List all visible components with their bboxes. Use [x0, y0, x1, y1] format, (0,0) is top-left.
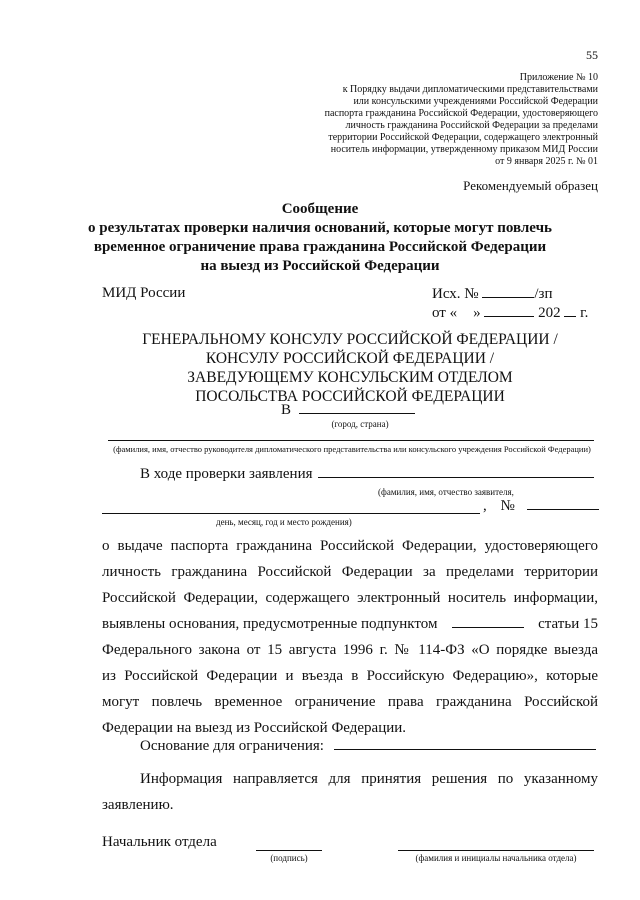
number-row: , № [483, 498, 599, 515]
subpoint-line [102, 611, 598, 637]
date-quote: » [473, 305, 481, 321]
basis-field[interactable] [334, 749, 596, 750]
date-prefix: от « [432, 305, 458, 321]
paragraph-line: Российской Федерации, содержащего электронный носитель информации, [102, 590, 598, 606]
appendix-line: к Порядку выдачи дипломатическими представительствами [342, 84, 598, 95]
birth-field[interactable] [102, 513, 480, 514]
out-number-field[interactable] [482, 297, 534, 298]
out-suffix: /зп [534, 286, 553, 302]
paragraph-line: Федерации на выезд из Российской Федерации. [102, 720, 407, 736]
ref-date [432, 305, 588, 322]
appendix-line: территории Российской Федерации, содержащего электронный [328, 132, 598, 143]
appendix-line: паспорта гражданина Российской Федерации, удостоверяющего [324, 108, 598, 119]
date-year-field[interactable] [564, 316, 576, 317]
info-line: заявлению. [102, 797, 174, 813]
heading-line: временное ограничение права гражданина Российской Федерации [93, 239, 547, 255]
check-row [140, 466, 594, 483]
appendix-title: Приложение № 10 [519, 72, 598, 83]
city-hint: (город, страна) [331, 419, 389, 429]
in-label: В [281, 402, 292, 418]
paragraph-line: личность гражданина Российской Федерации за пределами территории [102, 564, 598, 580]
head-name-field[interactable] [108, 440, 594, 441]
name-hint: (фамилия и инициалы начальника отдела) [415, 853, 577, 863]
applicant-field[interactable] [318, 477, 594, 478]
paragraph-line: из Российской Федерации и въезда в Российскую Федерацию», которые [102, 668, 598, 684]
paragraph-line: могут повлечь временное ограничение права гражданина Российской [102, 694, 598, 710]
appendix-line: или консульскими учреждениями Российской Федерации [353, 96, 598, 107]
appendix-line: личность гражданина Российской Федерации за пределами [345, 120, 598, 131]
addressee-line: ЗАВЕДУЮЩЕМУ КОНСУЛЬСКИМ ОТДЕЛОМ [187, 369, 513, 386]
applicant-hint: (фамилия, имя, отчество заявителя, [378, 487, 514, 497]
number-label: № [500, 498, 515, 514]
date-year: 202 [538, 305, 561, 321]
head-initials-field[interactable] [398, 850, 594, 851]
signature-hint: (подпись) [270, 853, 308, 863]
signature-title: Начальник отдела [102, 834, 217, 850]
subpoint-before: выявлены основания, предусмотренные подпунктом [102, 616, 438, 632]
main-paragraph [102, 533, 598, 741]
birth-hint: день, месяц, год и место рождения) [216, 517, 352, 527]
heading-line: на выезд из Российской Федерации [200, 258, 440, 274]
signature-field[interactable] [256, 850, 322, 851]
appendix-line: носитель информации, утвержденному приказом МИД России [330, 144, 598, 155]
date-year-suffix: г. [580, 305, 589, 321]
head-hint: (фамилия, имя, отчество руководителя дипломатического представительства или консульского учреждения Российской Федерации) [113, 444, 591, 454]
paragraph-line: о выдаче паспорта гражданина Российской Федерации, удостоверяющего [102, 538, 598, 554]
check-label: В ходе проверки заявления [140, 466, 313, 482]
basis-row [140, 738, 596, 755]
document-heading [60, 200, 580, 276]
ref-number [432, 286, 552, 303]
appendix-block [278, 72, 598, 168]
subpoint-field[interactable] [452, 627, 524, 628]
addressee-block [100, 330, 600, 406]
date-month-field[interactable] [484, 316, 534, 317]
city-row [281, 402, 415, 419]
number-field[interactable] [527, 509, 599, 510]
basis-label: Основание для ограничения: [140, 738, 324, 754]
appendix-line: от 9 января 2025 г. № 01 [495, 156, 598, 167]
city-field[interactable] [299, 413, 415, 414]
sender: МИД России [102, 285, 186, 301]
addressee-line: ГЕНЕРАЛЬНОМУ КОНСУЛУ РОССИЙСКОЙ ФЕДЕРАЦИИ / [142, 331, 558, 348]
addressee-line: ПОСОЛЬСТВА РОССИЙСКОЙ ФЕДЕРАЦИИ [195, 388, 505, 405]
heading-title: Сообщение [281, 201, 359, 217]
page-number: 55 [586, 48, 598, 62]
info-paragraph [102, 766, 598, 818]
addressee-line: КОНСУЛУ РОССИЙСКОЙ ФЕДЕРАЦИИ / [205, 350, 495, 367]
sample-note: Рекомендуемый образец [463, 178, 598, 193]
paragraph-line: Федерального закона от 15 августа 1996 г. № 114-ФЗ «О порядке выезда [102, 642, 598, 658]
subpoint-after: статьи 15 [538, 616, 598, 632]
heading-line: о результатах проверки наличия оснований, которые могут повлечь [88, 220, 552, 236]
out-label: Исх. № [432, 286, 479, 302]
info-line: Информация направляется для принятия решения по указанному [140, 771, 598, 787]
